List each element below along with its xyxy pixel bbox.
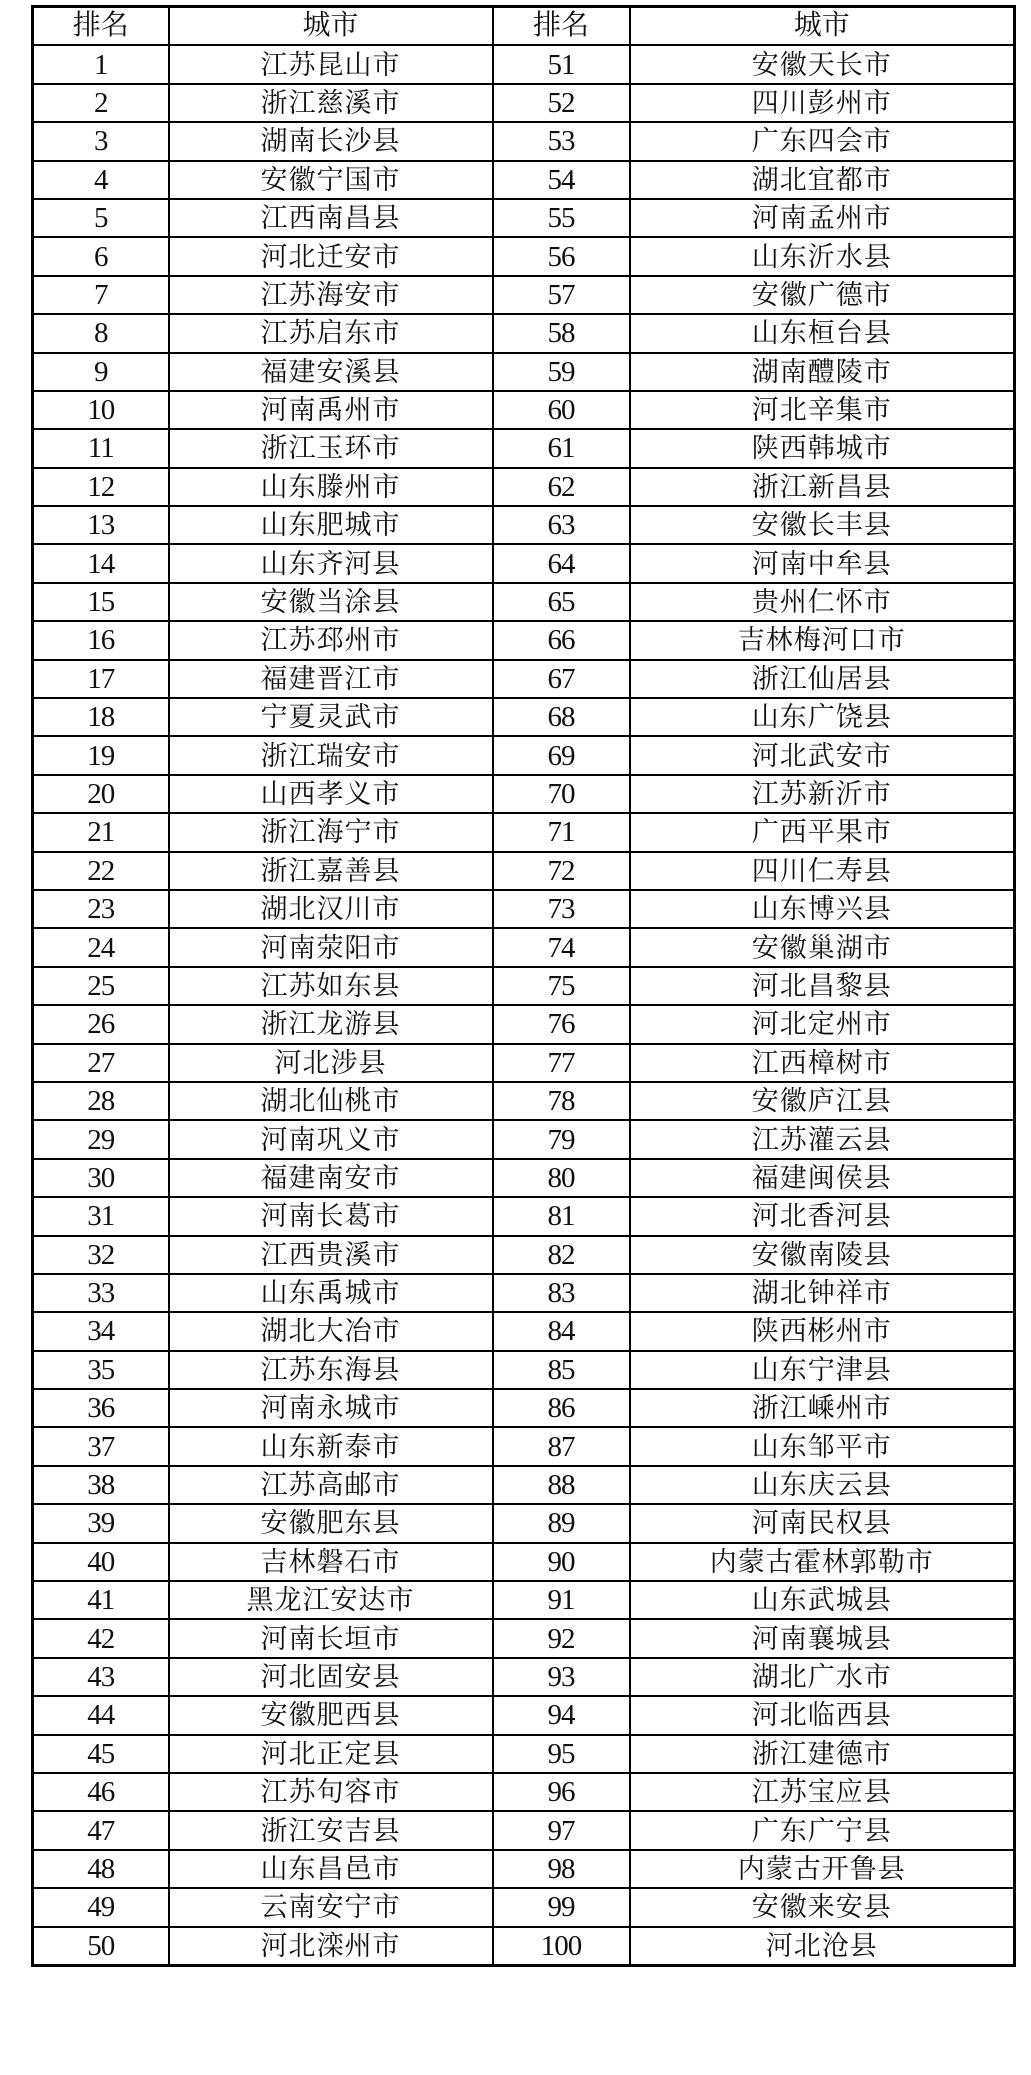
- table-row: [33, 928, 1015, 966]
- rank-left-cell: 8: [33, 314, 169, 352]
- rank-left-cell: 29: [33, 1120, 169, 1158]
- rank-right-cell: 71: [493, 813, 630, 851]
- city-left-cell: 江苏高邮市: [169, 1466, 493, 1504]
- table-row: [33, 1619, 1015, 1657]
- table-row: [33, 890, 1015, 928]
- rank-left-cell: 18: [33, 698, 169, 736]
- rank-right-cell: 98: [493, 1850, 630, 1888]
- city-right-cell: 安徽天长市: [630, 45, 1015, 83]
- city-right-cell: 山东沂水县: [630, 237, 1015, 275]
- city-right-cell: 安徽长丰县: [630, 506, 1015, 544]
- table-row: [33, 1504, 1015, 1542]
- rank-left-cell: 41: [33, 1581, 169, 1619]
- header-city-right: 城市: [630, 7, 1015, 46]
- city-left-cell: 宁夏灵武市: [169, 698, 493, 736]
- table-row: [33, 1696, 1015, 1734]
- table-row: [33, 1773, 1015, 1811]
- table-row: [33, 1197, 1015, 1235]
- rank-right-cell: 60: [493, 391, 630, 429]
- rank-left-cell: 40: [33, 1543, 169, 1581]
- city-left-cell: 山西孝义市: [169, 775, 493, 813]
- rank-right-cell: 74: [493, 928, 630, 966]
- city-right-cell: 河北香河县: [630, 1197, 1015, 1235]
- rank-left-cell: 3: [33, 122, 169, 160]
- rank-right-cell: 57: [493, 276, 630, 314]
- rank-right-cell: 100: [493, 1927, 630, 1966]
- table-header: [33, 7, 1015, 46]
- rank-left-cell: 43: [33, 1658, 169, 1696]
- rank-left-cell: 24: [33, 928, 169, 966]
- rank-right-cell: 84: [493, 1312, 630, 1350]
- city-left-cell: 湖北仙桃市: [169, 1082, 493, 1120]
- table-row: [33, 1581, 1015, 1619]
- city-left-cell: 山东昌邑市: [169, 1850, 493, 1888]
- city-left-cell: 黑龙江安达市: [169, 1581, 493, 1619]
- table-row: [33, 161, 1015, 199]
- table-row: [33, 1811, 1015, 1849]
- table-row: [33, 237, 1015, 275]
- city-left-cell: 江苏昆山市: [169, 45, 493, 83]
- rank-left-cell: 42: [33, 1619, 169, 1657]
- city-right-cell: 山东邹平市: [630, 1427, 1015, 1465]
- rank-left-cell: 38: [33, 1466, 169, 1504]
- rank-right-cell: 56: [493, 237, 630, 275]
- city-right-cell: 江苏宝应县: [630, 1773, 1015, 1811]
- city-right-cell: 浙江仙居县: [630, 660, 1015, 698]
- rank-left-cell: 2: [33, 84, 169, 122]
- table-row: [33, 1274, 1015, 1312]
- rank-right-cell: 86: [493, 1389, 630, 1427]
- table-row: [33, 544, 1015, 582]
- rank-right-cell: 53: [493, 122, 630, 160]
- city-left-cell: 河南长垣市: [169, 1619, 493, 1657]
- rank-right-cell: 93: [493, 1658, 630, 1696]
- rank-right-cell: 79: [493, 1120, 630, 1158]
- city-left-cell: 湖北汉川市: [169, 890, 493, 928]
- city-right-cell: 河北昌黎县: [630, 967, 1015, 1005]
- city-left-cell: 河北迁安市: [169, 237, 493, 275]
- rank-right-cell: 91: [493, 1581, 630, 1619]
- rank-right-cell: 52: [493, 84, 630, 122]
- rank-right-cell: 62: [493, 468, 630, 506]
- rank-right-cell: 73: [493, 890, 630, 928]
- city-right-cell: 内蒙古开鲁县: [630, 1850, 1015, 1888]
- city-left-cell: 浙江安吉县: [169, 1811, 493, 1849]
- table-row: [33, 1427, 1015, 1465]
- city-right-cell: 山东博兴县: [630, 890, 1015, 928]
- city-left-cell: 河北正定县: [169, 1735, 493, 1773]
- table-row: [33, 276, 1015, 314]
- city-left-cell: 河北滦州市: [169, 1927, 493, 1966]
- city-right-cell: 山东宁津县: [630, 1351, 1015, 1389]
- city-right-cell: 河北定州市: [630, 1005, 1015, 1043]
- city-right-cell: 江西樟树市: [630, 1044, 1015, 1082]
- rank-right-cell: 89: [493, 1504, 630, 1542]
- table-row: [33, 199, 1015, 237]
- city-right-cell: 浙江嵊州市: [630, 1389, 1015, 1427]
- table-row: [33, 314, 1015, 352]
- city-right-cell: 山东广饶县: [630, 698, 1015, 736]
- rank-right-cell: 90: [493, 1543, 630, 1581]
- rank-right-cell: 85: [493, 1351, 630, 1389]
- city-left-cell: 江西贵溪市: [169, 1236, 493, 1274]
- city-left-cell: 安徽肥西县: [169, 1696, 493, 1734]
- rank-left-cell: 22: [33, 852, 169, 890]
- city-left-cell: 湖南长沙县: [169, 122, 493, 160]
- city-left-cell: 山东禹城市: [169, 1274, 493, 1312]
- city-left-cell: 山东新泰市: [169, 1427, 493, 1465]
- rank-left-cell: 45: [33, 1735, 169, 1773]
- rank-right-cell: 51: [493, 45, 630, 83]
- table-row: [33, 1850, 1015, 1888]
- city-left-cell: 江苏句容市: [169, 1773, 493, 1811]
- city-left-cell: 河南长葛市: [169, 1197, 493, 1235]
- table-row: [33, 1120, 1015, 1158]
- rank-left-cell: 16: [33, 621, 169, 659]
- rank-left-cell: 7: [33, 276, 169, 314]
- table-row: [33, 1236, 1015, 1274]
- city-left-cell: 河北涉县: [169, 1044, 493, 1082]
- rank-left-cell: 27: [33, 1044, 169, 1082]
- city-left-cell: 浙江玉环市: [169, 429, 493, 467]
- table-row: [33, 429, 1015, 467]
- city-left-cell: 河南荥阳市: [169, 928, 493, 966]
- city-right-cell: 河南孟州市: [630, 199, 1015, 237]
- rank-right-cell: 67: [493, 660, 630, 698]
- rank-left-cell: 35: [33, 1351, 169, 1389]
- rank-right-cell: 70: [493, 775, 630, 813]
- rank-left-cell: 17: [33, 660, 169, 698]
- rank-right-cell: 72: [493, 852, 630, 890]
- table-row: [33, 1351, 1015, 1389]
- rank-left-cell: 11: [33, 429, 169, 467]
- city-right-cell: 河北沧县: [630, 1927, 1015, 1966]
- table-row: [33, 1735, 1015, 1773]
- city-left-cell: 山东滕州市: [169, 468, 493, 506]
- city-right-cell: 安徽广德市: [630, 276, 1015, 314]
- city-left-cell: 吉林磐石市: [169, 1543, 493, 1581]
- rank-left-cell: 25: [33, 967, 169, 1005]
- city-left-cell: 江苏如东县: [169, 967, 493, 1005]
- rank-left-cell: 9: [33, 353, 169, 391]
- rank-right-cell: 82: [493, 1236, 630, 1274]
- rank-right-cell: 59: [493, 353, 630, 391]
- city-right-cell: 山东桓台县: [630, 314, 1015, 352]
- rank-left-cell: 14: [33, 544, 169, 582]
- city-right-cell: 湖北广水市: [630, 1658, 1015, 1696]
- city-left-cell: 安徽肥东县: [169, 1504, 493, 1542]
- table-row: [33, 583, 1015, 621]
- rank-right-cell: 95: [493, 1735, 630, 1773]
- table-row: [33, 1312, 1015, 1350]
- table-row: [33, 775, 1015, 813]
- rank-right-cell: 97: [493, 1811, 630, 1849]
- city-left-cell: 江苏海安市: [169, 276, 493, 314]
- rank-left-cell: 26: [33, 1005, 169, 1043]
- city-left-cell: 浙江慈溪市: [169, 84, 493, 122]
- header-city-left: 城市: [169, 7, 493, 46]
- city-right-cell: 陕西彬州市: [630, 1312, 1015, 1350]
- table-body: [33, 45, 1015, 1965]
- rank-right-cell: 83: [493, 1274, 630, 1312]
- table-row: [33, 1927, 1015, 1966]
- rank-right-cell: 81: [493, 1197, 630, 1235]
- city-left-cell: 浙江瑞安市: [169, 736, 493, 774]
- table-row: [33, 967, 1015, 1005]
- rank-left-cell: 15: [33, 583, 169, 621]
- table-row: [33, 45, 1015, 83]
- city-left-cell: 福建南安市: [169, 1159, 493, 1197]
- rank-left-cell: 23: [33, 890, 169, 928]
- table-row: [33, 1082, 1015, 1120]
- city-right-cell: 广东四会市: [630, 122, 1015, 160]
- rank-left-cell: 31: [33, 1197, 169, 1235]
- table-row: [33, 84, 1015, 122]
- header-row: [33, 7, 1015, 46]
- rank-left-cell: 36: [33, 1389, 169, 1427]
- rank-right-cell: 68: [493, 698, 630, 736]
- rank-left-cell: 39: [33, 1504, 169, 1542]
- city-right-cell: 安徽庐江县: [630, 1082, 1015, 1120]
- city-left-cell: 福建安溪县: [169, 353, 493, 391]
- city-right-cell: 四川彭州市: [630, 84, 1015, 122]
- rank-right-cell: 64: [493, 544, 630, 582]
- city-left-cell: 浙江龙游县: [169, 1005, 493, 1043]
- rank-right-cell: 96: [493, 1773, 630, 1811]
- rank-right-cell: 54: [493, 161, 630, 199]
- city-right-cell: 湖南醴陵市: [630, 353, 1015, 391]
- city-left-cell: 安徽宁国市: [169, 161, 493, 199]
- table-row: [33, 698, 1015, 736]
- city-left-cell: 江苏东海县: [169, 1351, 493, 1389]
- city-right-cell: 广西平果市: [630, 813, 1015, 851]
- city-left-cell: 江西南昌县: [169, 199, 493, 237]
- table-row: [33, 1466, 1015, 1504]
- city-right-cell: 内蒙古霍林郭勒市: [630, 1543, 1015, 1581]
- table-row: [33, 736, 1015, 774]
- city-right-cell: 河北武安市: [630, 736, 1015, 774]
- city-right-cell: 安徽来安县: [630, 1888, 1015, 1926]
- table-row: [33, 1658, 1015, 1696]
- city-left-cell: 河南永城市: [169, 1389, 493, 1427]
- rank-left-cell: 47: [33, 1811, 169, 1849]
- rank-left-cell: 13: [33, 506, 169, 544]
- rank-right-cell: 75: [493, 967, 630, 1005]
- rank-left-cell: 6: [33, 237, 169, 275]
- city-right-cell: 贵州仁怀市: [630, 583, 1015, 621]
- rank-right-cell: 77: [493, 1044, 630, 1082]
- rank-left-cell: 32: [33, 1236, 169, 1274]
- table-row: [33, 1159, 1015, 1197]
- city-right-cell: 河南民权县: [630, 1504, 1015, 1542]
- city-left-cell: 湖北大冶市: [169, 1312, 493, 1350]
- rank-left-cell: 21: [33, 813, 169, 851]
- city-right-cell: 陕西韩城市: [630, 429, 1015, 467]
- rank-right-cell: 55: [493, 199, 630, 237]
- city-right-cell: 河北辛集市: [630, 391, 1015, 429]
- rank-left-cell: 34: [33, 1312, 169, 1350]
- table-row: [33, 1389, 1015, 1427]
- city-right-cell: 福建闽侯县: [630, 1159, 1015, 1197]
- city-right-cell: 安徽巢湖市: [630, 928, 1015, 966]
- city-left-cell: 江苏邳州市: [169, 621, 493, 659]
- rank-right-cell: 63: [493, 506, 630, 544]
- ranking-table: [31, 5, 1016, 1967]
- city-right-cell: 河北临西县: [630, 1696, 1015, 1734]
- rank-left-cell: 20: [33, 775, 169, 813]
- rank-left-cell: 49: [33, 1888, 169, 1926]
- city-right-cell: 河南中牟县: [630, 544, 1015, 582]
- table-row: [33, 391, 1015, 429]
- rank-right-cell: 99: [493, 1888, 630, 1926]
- city-right-cell: 吉林梅河口市: [630, 621, 1015, 659]
- city-left-cell: 江苏启东市: [169, 314, 493, 352]
- rank-left-cell: 44: [33, 1696, 169, 1734]
- rank-left-cell: 48: [33, 1850, 169, 1888]
- city-right-cell: 湖北钟祥市: [630, 1274, 1015, 1312]
- rank-right-cell: 88: [493, 1466, 630, 1504]
- city-left-cell: 河北固安县: [169, 1658, 493, 1696]
- rank-right-cell: 69: [493, 736, 630, 774]
- city-right-cell: 江苏灌云县: [630, 1120, 1015, 1158]
- rank-right-cell: 66: [493, 621, 630, 659]
- city-right-cell: 山东武城县: [630, 1581, 1015, 1619]
- city-right-cell: 湖北宜都市: [630, 161, 1015, 199]
- rank-right-cell: 94: [493, 1696, 630, 1734]
- city-left-cell: 山东齐河县: [169, 544, 493, 582]
- rank-left-cell: 37: [33, 1427, 169, 1465]
- rank-left-cell: 12: [33, 468, 169, 506]
- rank-left-cell: 30: [33, 1159, 169, 1197]
- city-right-cell: 河南襄城县: [630, 1619, 1015, 1657]
- table-row: [33, 1044, 1015, 1082]
- city-left-cell: 福建晋江市: [169, 660, 493, 698]
- rank-right-cell: 58: [493, 314, 630, 352]
- header-rank-right: 排名: [493, 7, 630, 46]
- rank-right-cell: 65: [493, 583, 630, 621]
- header-rank-left: 排名: [33, 7, 169, 46]
- rank-left-cell: 10: [33, 391, 169, 429]
- rank-left-cell: 5: [33, 199, 169, 237]
- rank-right-cell: 92: [493, 1619, 630, 1657]
- city-left-cell: 安徽当涂县: [169, 583, 493, 621]
- city-left-cell: 浙江海宁市: [169, 813, 493, 851]
- table-row: [33, 353, 1015, 391]
- city-left-cell: 河南禹州市: [169, 391, 493, 429]
- table-row: [33, 1005, 1015, 1043]
- table-row: [33, 1888, 1015, 1926]
- city-right-cell: 江苏新沂市: [630, 775, 1015, 813]
- table-row: [33, 621, 1015, 659]
- table-row: [33, 122, 1015, 160]
- table-row: [33, 852, 1015, 890]
- rank-left-cell: 1: [33, 45, 169, 83]
- rank-right-cell: 80: [493, 1159, 630, 1197]
- rank-left-cell: 19: [33, 736, 169, 774]
- city-left-cell: 河南巩义市: [169, 1120, 493, 1158]
- table-row: [33, 468, 1015, 506]
- city-left-cell: 山东肥城市: [169, 506, 493, 544]
- city-left-cell: 云南安宁市: [169, 1888, 493, 1926]
- rank-left-cell: 46: [33, 1773, 169, 1811]
- table-row: [33, 813, 1015, 851]
- city-right-cell: 浙江建德市: [630, 1735, 1015, 1773]
- rank-right-cell: 76: [493, 1005, 630, 1043]
- city-right-cell: 山东庆云县: [630, 1466, 1015, 1504]
- rank-left-cell: 33: [33, 1274, 169, 1312]
- rank-left-cell: 50: [33, 1927, 169, 1966]
- rank-left-cell: 28: [33, 1082, 169, 1120]
- table-row: [33, 660, 1015, 698]
- table-row: [33, 506, 1015, 544]
- city-left-cell: 浙江嘉善县: [169, 852, 493, 890]
- table-row: [33, 1543, 1015, 1581]
- city-right-cell: 安徽南陵县: [630, 1236, 1015, 1274]
- rank-right-cell: 61: [493, 429, 630, 467]
- city-right-cell: 广东广宁县: [630, 1811, 1015, 1849]
- city-right-cell: 四川仁寿县: [630, 852, 1015, 890]
- city-right-cell: 浙江新昌县: [630, 468, 1015, 506]
- rank-right-cell: 78: [493, 1082, 630, 1120]
- rank-left-cell: 4: [33, 161, 169, 199]
- rank-right-cell: 87: [493, 1427, 630, 1465]
